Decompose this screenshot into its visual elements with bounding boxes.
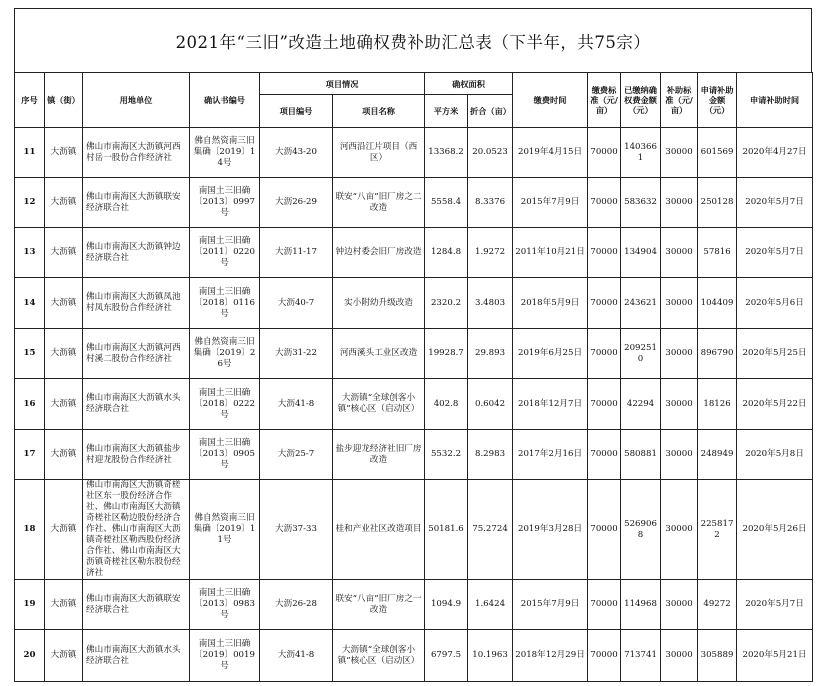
- row-unit: 佛山市南海区大沥镇奇槎社区东一股份经济合作社、佛山市南海区大沥镇奇槎社区勒边股份经济合作社、佛山市南海区大沥镇奇槎社区勒西股份经济合作社、佛山市南海区大沥镇奇槎社区勒东股份经济社: [83, 480, 190, 580]
- row-subsidy-amount: 2258172: [698, 480, 737, 580]
- row-subsidy-std: 30000: [661, 128, 698, 178]
- header-mu: 折合（亩）: [468, 95, 513, 128]
- row-cert: 南国土三旧确〔2013〕0997号: [190, 178, 260, 228]
- table-row: [15, 630, 813, 682]
- row-apply-time: 2020年5月26日: [737, 480, 813, 580]
- header-sub-time: 申请补助时间: [737, 73, 813, 128]
- subsidy-table: [14, 72, 813, 682]
- row-seq: 13: [15, 228, 45, 278]
- row-project-name: 盐步迎龙经济社旧厂房改造: [333, 430, 425, 480]
- row-pay-time: 2011年10月21日: [513, 228, 588, 278]
- row-seq: 19: [15, 580, 45, 630]
- row-unit: 佛山市南海区大沥镇河西村溪二股份合作经济社: [83, 329, 190, 379]
- row-seq: 11: [15, 128, 45, 178]
- row-pay-time: 2019年6月25日: [513, 329, 588, 379]
- row-pay-time: 2015年7月9日: [513, 580, 588, 630]
- row-project-name: 实小附幼升级改造: [333, 278, 425, 329]
- table-row: [15, 278, 813, 329]
- sheet-title: 2021年“三旧”改造土地确权费补助汇总表（下半年，共75宗）: [14, 8, 812, 72]
- row-apply-time: 2020年4月27日: [737, 128, 813, 178]
- header-area-group: 确权面积: [425, 73, 513, 95]
- table-row: [15, 480, 813, 580]
- row-project-code: 大沥25-7: [260, 430, 333, 480]
- row-paid-amount: 5269068: [621, 480, 661, 580]
- header-unit: 用地单位: [83, 73, 190, 128]
- row-seq: 18: [15, 480, 45, 580]
- row-area-sqm: 402.8: [425, 379, 468, 430]
- header-seq: 序号: [15, 73, 45, 128]
- row-project-code: 大沥26-28: [260, 580, 333, 630]
- row-pay-time: 2015年7月9日: [513, 178, 588, 228]
- row-seq: 14: [15, 278, 45, 329]
- row-unit: 佛山市南海区大沥镇凤池村凤东股份合作经济社: [83, 278, 190, 329]
- row-area-sqm: 6797.5: [425, 630, 468, 682]
- row-town: 大沥镇: [45, 630, 83, 682]
- table-row: [15, 329, 813, 379]
- row-area-sqm: 1284.8: [425, 228, 468, 278]
- row-seq: 17: [15, 430, 45, 480]
- row-subsidy-amount: 601569: [698, 128, 737, 178]
- row-project-code: 大沥26-29: [260, 178, 333, 228]
- row-subsidy-std: 30000: [661, 480, 698, 580]
- row-fee-std: 70000: [588, 228, 621, 278]
- row-fee-std: 70000: [588, 480, 621, 580]
- header-pay-time: 缴费时间: [513, 73, 588, 128]
- row-town: 大沥镇: [45, 430, 83, 480]
- row-unit: 佛山市南海区大沥镇联安经济联合社: [83, 178, 190, 228]
- row-seq: 20: [15, 630, 45, 682]
- header-project-group: 项目情况: [260, 73, 425, 95]
- row-project-code: 大沥37-33: [260, 480, 333, 580]
- row-area-mu: 10.1963: [468, 630, 513, 682]
- row-subsidy-amount: 305889: [698, 630, 737, 682]
- row-paid-amount: 580881: [621, 430, 661, 480]
- row-subsidy-amount: 248949: [698, 430, 737, 480]
- row-subsidy-std: 30000: [661, 430, 698, 480]
- row-subsidy-amount: 49272: [698, 580, 737, 630]
- row-paid-amount: 42294: [621, 379, 661, 430]
- row-fee-std: 70000: [588, 178, 621, 228]
- row-project-code: 大沥41-8: [260, 379, 333, 430]
- header-sub-amt: 申请补助金额（元）: [698, 73, 737, 128]
- table-row: [15, 228, 813, 278]
- row-subsidy-std: 30000: [661, 580, 698, 630]
- row-town: 大沥镇: [45, 228, 83, 278]
- row-unit: 佛山市南海区大沥镇联安经济联合社: [83, 580, 190, 630]
- row-area-mu: 8.2983: [468, 430, 513, 480]
- row-fee-std: 70000: [588, 128, 621, 178]
- row-project-name: 钟边村委会旧厂房改造: [333, 228, 425, 278]
- row-cert: 佛自然资南三旧集确〔2019〕14号: [190, 128, 260, 178]
- row-cert: 南国土三旧确〔2011〕0220号: [190, 228, 260, 278]
- row-paid-amount: 243621: [621, 278, 661, 329]
- row-paid-amount: 114968: [621, 580, 661, 630]
- row-area-mu: 75.2724: [468, 480, 513, 580]
- row-fee-std: 70000: [588, 379, 621, 430]
- row-paid-amount: 2092510: [621, 329, 661, 379]
- row-unit: 佛山市南海区大沥镇水头经济联合社: [83, 630, 190, 682]
- row-project-code: 大沥41-8: [260, 630, 333, 682]
- row-apply-time: 2020年5月25日: [737, 329, 813, 379]
- row-unit: 佛山市南海区大沥镇水头经济联合社: [83, 379, 190, 430]
- row-paid-amount: 713741: [621, 630, 661, 682]
- row-project-name: 大沥镇“全球创客小镇”核心区（启动区）: [333, 630, 425, 682]
- row-apply-time: 2020年5月7日: [737, 228, 813, 278]
- row-cert: 南国土三旧确〔2019〕0019号: [190, 630, 260, 682]
- row-project-name: 河西溪头工业区改造: [333, 329, 425, 379]
- row-town: 大沥镇: [45, 480, 83, 580]
- row-apply-time: 2020年5月22日: [737, 379, 813, 430]
- row-cert: 南国土三旧确〔2018〕0116号: [190, 278, 260, 329]
- row-seq: 12: [15, 178, 45, 228]
- row-area-sqm: 2320.2: [425, 278, 468, 329]
- header-project-name: 项目名称: [333, 95, 425, 128]
- row-area-mu: 1.9272: [468, 228, 513, 278]
- row-pay-time: 2019年3月28日: [513, 480, 588, 580]
- row-pay-time: 2018年5月9日: [513, 278, 588, 329]
- row-town: 大沥镇: [45, 580, 83, 630]
- row-town: 大沥镇: [45, 329, 83, 379]
- row-unit: 佛山市南海区大沥镇钟边经济联合社: [83, 228, 190, 278]
- row-area-mu: 1.6424: [468, 580, 513, 630]
- table-row: [15, 128, 813, 178]
- row-pay-time: 2018年12月29日: [513, 630, 588, 682]
- row-subsidy-std: 30000: [661, 278, 698, 329]
- row-subsidy-amount: 104409: [698, 278, 737, 329]
- row-apply-time: 2020年5月8日: [737, 430, 813, 480]
- row-apply-time: 2020年5月6日: [737, 278, 813, 329]
- row-unit: 佛山市南海区大沥镇盐步村迎龙股份合作经济社: [83, 430, 190, 480]
- row-town: 大沥镇: [45, 278, 83, 329]
- row-project-name: 大沥镇“全球创客小镇”核心区（启动区）: [333, 379, 425, 430]
- row-fee-std: 70000: [588, 430, 621, 480]
- row-subsidy-std: 30000: [661, 329, 698, 379]
- row-area-mu: 29.893: [468, 329, 513, 379]
- header-sqm: 平方米: [425, 95, 468, 128]
- row-project-name: 桂和产业社区改造项目: [333, 480, 425, 580]
- row-seq: 15: [15, 329, 45, 379]
- row-subsidy-amount: 57816: [698, 228, 737, 278]
- summary-sheet: [14, 8, 812, 678]
- row-cert: 南国土三旧确〔2013〕0905号: [190, 430, 260, 480]
- table-row: [15, 580, 813, 630]
- row-area-sqm: 1094.9: [425, 580, 468, 630]
- row-project-code: 大沥43-20: [260, 128, 333, 178]
- row-seq: 16: [15, 379, 45, 430]
- header-paid: 已缴纳确权费金额（元）: [621, 73, 661, 128]
- row-project-name: 河西沿江片项目（西区）: [333, 128, 425, 178]
- row-project-name: 联安“八亩”旧厂房之一改造: [333, 580, 425, 630]
- row-area-sqm: 5532.2: [425, 430, 468, 480]
- header-fee-std: 缴费标准（元/亩）: [588, 73, 621, 128]
- row-unit: 佛山市南海区大沥镇河西村岳一股份合作经济社: [83, 128, 190, 178]
- row-cert: 南国土三旧确〔2013〕0983号: [190, 580, 260, 630]
- row-apply-time: 2020年5月21日: [737, 630, 813, 682]
- row-paid-amount: 583632: [621, 178, 661, 228]
- row-area-mu: 20.0523: [468, 128, 513, 178]
- table-row: [15, 178, 813, 228]
- row-apply-time: 2020年5月7日: [737, 178, 813, 228]
- row-subsidy-amount: 18126: [698, 379, 737, 430]
- table-row: [15, 379, 813, 430]
- row-subsidy-std: 30000: [661, 228, 698, 278]
- row-subsidy-std: 30000: [661, 630, 698, 682]
- row-town: 大沥镇: [45, 379, 83, 430]
- row-cert: 佛自然资南三旧集确〔2019〕11号: [190, 480, 260, 580]
- header-project-code: 项目编号: [260, 95, 333, 128]
- row-subsidy-amount: 250128: [698, 178, 737, 228]
- row-area-mu: 0.6042: [468, 379, 513, 430]
- row-pay-time: 2017年2月16日: [513, 430, 588, 480]
- row-project-code: 大沥31-22: [260, 329, 333, 379]
- row-project-name: 联安“八亩”旧厂房之二改造: [333, 178, 425, 228]
- row-paid-amount: 1403661: [621, 128, 661, 178]
- row-project-code: 大沥11-17: [260, 228, 333, 278]
- header-sub-std: 补助标准（元/亩）: [661, 73, 698, 128]
- row-town: 大沥镇: [45, 178, 83, 228]
- table-row: [15, 430, 813, 480]
- row-apply-time: 2020年5月7日: [737, 580, 813, 630]
- row-fee-std: 70000: [588, 580, 621, 630]
- row-subsidy-amount: 896790: [698, 329, 737, 379]
- row-subsidy-std: 30000: [661, 379, 698, 430]
- row-area-sqm: 5558.4: [425, 178, 468, 228]
- row-pay-time: 2018年12月7日: [513, 379, 588, 430]
- row-area-mu: 3.4803: [468, 278, 513, 329]
- row-area-sqm: 19928.7: [425, 329, 468, 379]
- row-fee-std: 70000: [588, 278, 621, 329]
- row-area-sqm: 50181.6: [425, 480, 468, 580]
- row-cert: 南国土三旧确〔2018〕0222号: [190, 379, 260, 430]
- row-fee-std: 70000: [588, 329, 621, 379]
- row-area-mu: 8.3376: [468, 178, 513, 228]
- header-town: 镇（街）: [45, 73, 83, 128]
- row-paid-amount: 134904: [621, 228, 661, 278]
- row-town: 大沥镇: [45, 128, 83, 178]
- row-pay-time: 2019年4月15日: [513, 128, 588, 178]
- row-fee-std: 70000: [588, 630, 621, 682]
- row-area-sqm: 13368.2: [425, 128, 468, 178]
- row-cert: 佛自然资南三旧集确〔2019〕26号: [190, 329, 260, 379]
- header-cert: 确认书编号: [190, 73, 260, 128]
- row-subsidy-std: 30000: [661, 178, 698, 228]
- row-project-code: 大沥40-7: [260, 278, 333, 329]
